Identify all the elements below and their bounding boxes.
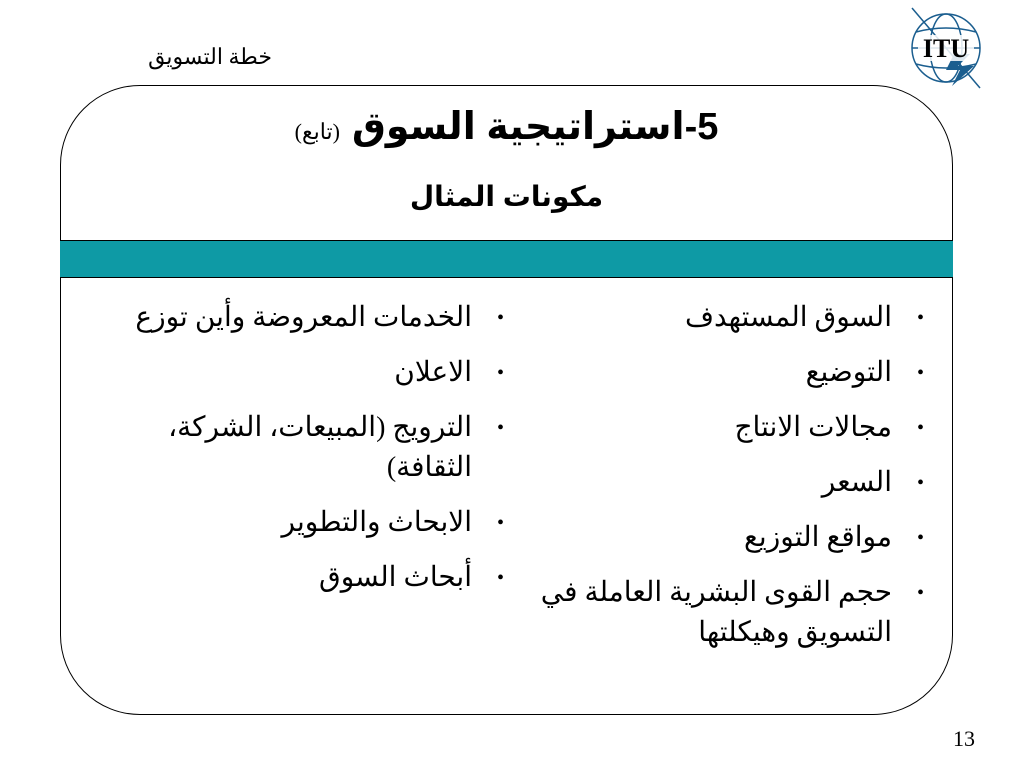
list-item	[520, 353, 928, 393]
list-item-text: حجم القوى البشرية العاملة في التسويق وهيكلتها	[540, 577, 892, 648]
page-number: 13	[953, 726, 975, 751]
presentation-title: خطة التسويق	[148, 44, 272, 69]
bullet-icon: •	[916, 472, 924, 494]
bullet-list-right	[520, 298, 928, 668]
bullet-icon: •	[916, 362, 924, 384]
list-item-text: الاعلان	[394, 357, 472, 388]
bullet-icon: •	[916, 307, 924, 329]
list-item	[110, 298, 508, 338]
list-item-text: الخدمات المعروضة وأين توزع	[135, 302, 472, 333]
bullet-icon: •	[496, 307, 504, 329]
bullet-icon: •	[496, 567, 504, 589]
list-item-text: التوضيع	[805, 357, 892, 388]
list-item-text: السعر	[821, 467, 892, 498]
itu-globe-icon	[900, 2, 992, 94]
bullet-icon: •	[496, 512, 504, 534]
slide-subtitle: مكونات المثال	[409, 181, 604, 212]
list-item	[520, 298, 928, 338]
list-item	[110, 408, 508, 488]
slide-title	[60, 104, 953, 149]
list-item	[520, 518, 928, 558]
list-item-text: مواقع التوزيع	[744, 522, 892, 553]
list-item	[110, 503, 508, 543]
bullet-icon: •	[496, 362, 504, 384]
list-item-text: أبحاث السوق	[318, 562, 472, 593]
itu-logo	[900, 2, 992, 94]
bullet-icon: •	[916, 527, 924, 549]
list-item	[110, 558, 508, 598]
list-item-text: الترويج (المبيعات، الشركة، الثقافة)	[168, 412, 472, 483]
slide-title-note: (تابع)	[294, 119, 340, 144]
list-item	[520, 463, 928, 503]
bullet-icon: •	[916, 582, 924, 604]
bullet-icon: •	[916, 417, 924, 439]
logo-text: ITU	[922, 34, 970, 63]
slide-title-main: 5-استراتيجية السوق	[351, 106, 719, 148]
bullet-icon: •	[496, 417, 504, 439]
list-item-text: السوق المستهدف	[684, 302, 892, 333]
list-item-text: الابحاث والتطوير	[281, 507, 472, 538]
bullet-list-left	[110, 298, 508, 613]
accent-band	[60, 240, 953, 278]
list-item	[110, 353, 508, 393]
list-item-text: مجالات الانتاج	[734, 412, 892, 443]
list-item	[520, 573, 928, 653]
list-item	[520, 408, 928, 448]
